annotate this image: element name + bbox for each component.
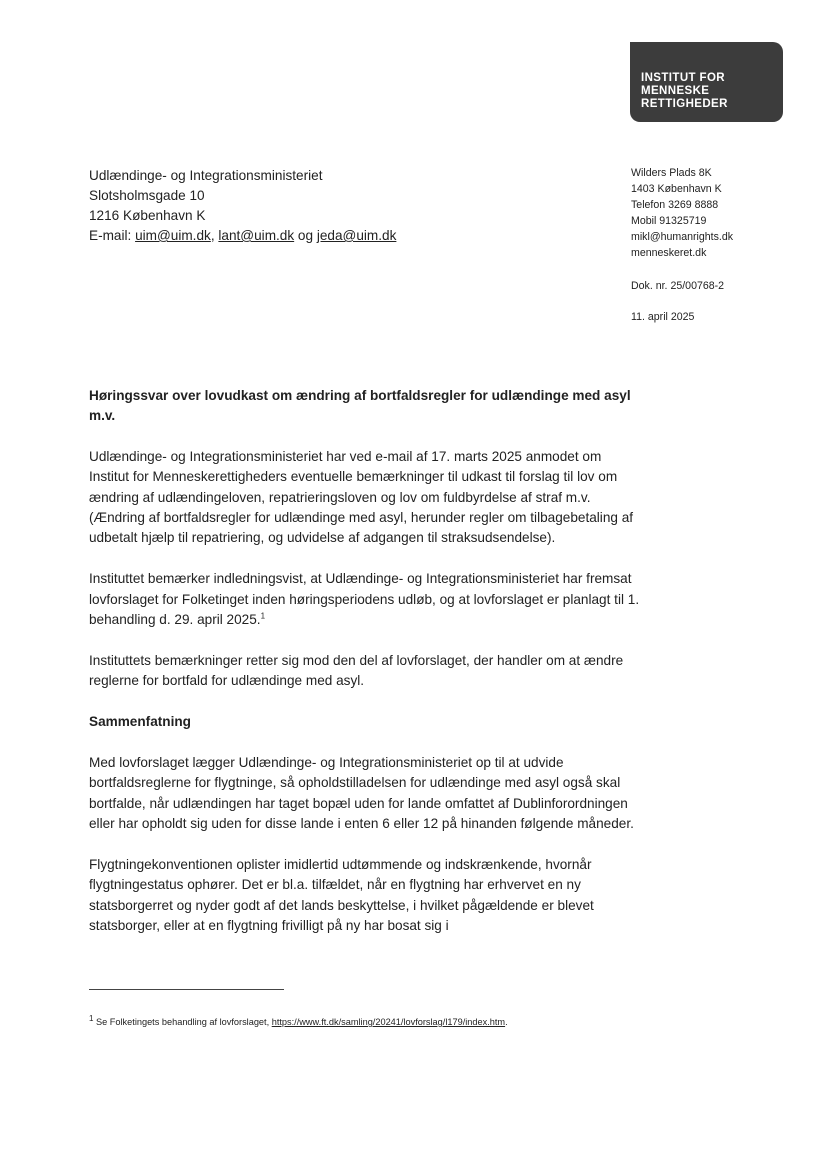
footnote-divider	[89, 989, 284, 990]
paragraph-5: Flygtningekonventionen oplister imidlertid udtømmende og indskrænkende, hvornår flygtningestatus ophører. Det er bl.a. tilfældet, når en flygtning har erhvervet en ny statsborgerret og nyder godt af det lands beskyttelse, i hvilket pågældende er blevet statsborger, eller at en flygtning frivilligt på ny har bosat sig i	[89, 856, 594, 934]
recipient-email-line	[89, 226, 396, 246]
paragraph-1: Udlændinge- og Integrationsministeriet har ved e-mail af 17. marts 2025 anmodet om Institut for Menneskerettigheders eventuelle bemærkninger til udkast til forslag til lov om ændring af udlændingeloven, repatrieringsloven og lov om fuldbyrdelse af straf m.v. (Ændring af bortfaldsregler for udlændinge med asyl, herunder regler om tilbagebetaling af udbetalt hjælp til repatriering, og udvidelse af adgangen til straksudsendelse).	[89, 448, 634, 546]
recipient-street: Slotsholmsgade 10	[89, 188, 205, 203]
logo-line-2: MENNESKE	[641, 85, 710, 97]
footnote-end: .	[505, 1017, 508, 1027]
email-link-uim[interactable]: uim@uim.dk	[135, 228, 211, 243]
paragraph-3: Instituttets bemærkninger retter sig mod den del af lovforslaget, der handler om at ændre reglerne for bortfald for udlændinge med asyl.	[89, 653, 624, 689]
recipient-address	[89, 166, 396, 246]
sender-street: Wilders Plads 8K	[631, 167, 712, 179]
paragraph-4: Med lovforslaget lægger Udlændinge- og Integrationsministeriet op til at udvide bortfaldsreglerne for flygtninge, så opholdstilladelsen for udlændinge med asyl også skal bortfalde, når udlændingen har taget bopæl uden for lande omfattet af Dublinforordningen eller har opholdt sig uden for disse lande i enten 6 eller 12 på hinanden følgende måneder.	[89, 754, 634, 831]
letter-title: Høringssvar over lovudkast om ændring af bortfaldsregler for udlændinge med asyl m.v.	[89, 388, 631, 424]
sender-website: menneskeret.dk	[631, 247, 707, 259]
logo-line-1: INSTITUT FOR	[641, 72, 726, 84]
email-separator: og	[294, 228, 317, 243]
footnote-reference: 1	[260, 611, 266, 621]
email-link-jeda[interactable]: jeda@uim.dk	[316, 228, 397, 243]
footnote-number: 1	[89, 1013, 94, 1023]
email-link-lant[interactable]: lant@uim.dk	[218, 228, 295, 243]
paragraph-2	[89, 569, 644, 630]
sender-phone: Telefon 3269 8888	[631, 199, 719, 211]
paragraph-2-text: Instituttet bemærker indledningsvist, at Udlændinge- og Integrationsministeriet har fremsat lovforslaget for Folketinget inden høringsperiodens udløb, og at lovforslaget er planlagt til 1. behandling d. 29. april 2025.	[89, 571, 640, 628]
footnote	[89, 1013, 508, 1028]
letter-body	[89, 386, 644, 957]
recipient-city: 1216 København K	[89, 208, 206, 223]
institute-logo	[630, 42, 783, 122]
footnote-link[interactable]: https://www.ft.dk/samling/20241/lovforslag/l179/index.htm	[271, 1017, 506, 1027]
document-info	[631, 278, 724, 325]
section-heading-summary: Sammenfatning	[89, 714, 191, 730]
sender-city: 1403 København K	[631, 183, 722, 195]
document-number: Dok. nr. 25/00768-2	[631, 280, 725, 292]
sender-mobile: Mobil 91325719	[631, 215, 707, 227]
logo-line-3: RETTIGHEDER	[641, 98, 728, 110]
sender-email: mikl@humanrights.dk	[631, 231, 734, 243]
footnote-text: Se Folketingets behandling af lovforslaget,	[93, 1017, 272, 1027]
email-label: E-mail:	[89, 228, 136, 243]
email-separator: ,	[210, 228, 219, 243]
recipient-name: Udlændinge- og Integrationsministeriet	[89, 168, 323, 183]
sender-contact	[631, 165, 733, 261]
document-date: 11. april 2025	[631, 311, 695, 323]
